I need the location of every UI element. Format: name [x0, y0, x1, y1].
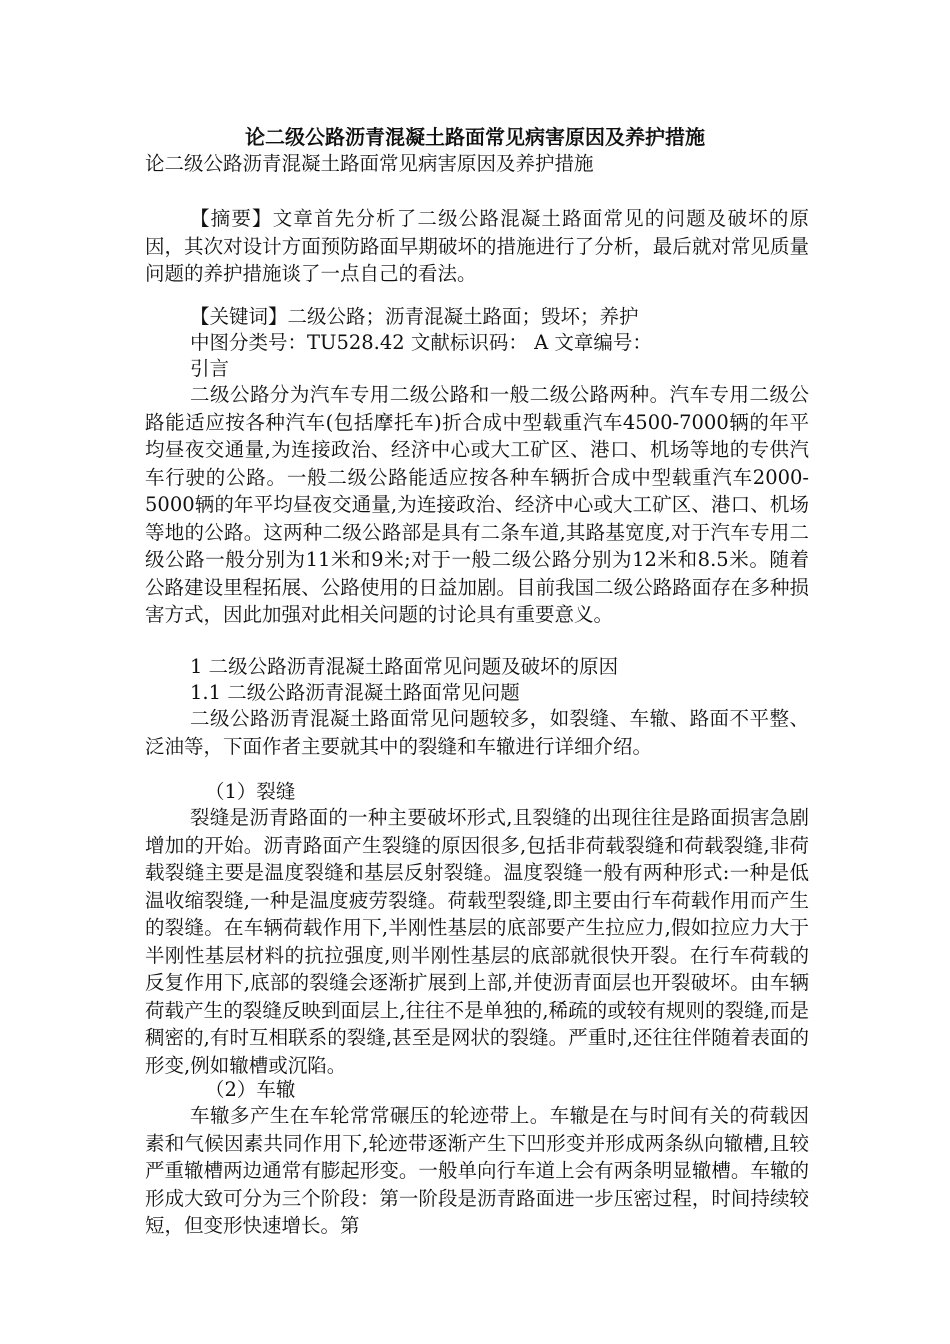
document-title: 论二级公路沥青混凝土路面常见病害原因及养护措施: [245, 125, 705, 149]
classification-line: 中图分类号：TU528.42 文献标识码： A 文章编号：: [190, 331, 652, 354]
intro-heading: 引言: [190, 357, 230, 380]
intro-paragraph: 二级公路分为汽车专用二级公路和一般二级公路两种。汽车专用二级公路能适应按各种汽车(包括摩托车)折合成中型载重汽车4500-7000辆的年平均昼夜交通量,为连接政治、经济中心或大工矿区、港口、机场等地的专供汽车行驶的公路。一般二级公路能适应按各种车辆折合成中型载重汽车2000-5000辆的年平均昼夜交通量,为连接政治、经济中心或大工矿区、港口、机场等地的公路。这两种二级公路部是具有二条车道,其路基宽度,对于汽车专用二级公路一般分别为11米和9米;对于一般二级公路分别为12米和8.5米。随着公路建设里程拓展、公路使用的日益加剧。目前我国二级公路路面存在多种损害方式，因此加强对此相关问题的讨论具有重要意义。: [145, 383, 809, 626]
crack-paragraph: 裂缝是沥青路面的一种主要破坏形式,且裂缝的出现往往是路面损害急剧增加的开始。沥青路面产生裂缝的原因很多,包括非荷载裂缝和荷载裂缝,非荷载裂缝主要是温度裂缝和基层反射裂缝。温度裂缝一般有两种形式:一种是低温收缩裂缝,一种是温度疲劳裂缝。荷载型裂缝,即主要由行车荷载作用而产生的裂缝。在车辆荷载作用下,半刚性基层的底部要产生拉应力,假如拉应力大于半刚性基层材料的抗拉强度,则半刚性基层的底部就很快开裂。在行车荷载的反复作用下,底部的裂缝会逐渐扩展到上部,并使沥青面层也开裂破坏。由车辆荷载产生的裂缝反映到面层上,往往不是单独的,稀疏的或较有规则的裂缝,而是稠密的,有时互相联系的裂缝,甚至是网状的裂缝。严重时,还往往伴随着表面的形变,例如辙槽或沉陷。: [145, 806, 809, 1077]
keywords-line: 【关键词】二级公路；沥青混凝土路面；毁坏；养护: [190, 305, 639, 328]
document-subtitle: 论二级公路沥青混凝土路面常见病害原因及养护措施: [145, 152, 594, 175]
section-1-1-heading: 1.1 二级公路沥青混凝土路面常见问题: [190, 681, 520, 704]
section-1-heading: 1 二级公路沥青混凝土路面常见问题及破坏的原因: [190, 655, 619, 678]
rut-heading: （2）车辙: [205, 1078, 296, 1101]
section-1-1-paragraph: 二级公路沥青混凝土路面常见问题较多，如裂缝、车辙、路面不平整、泛油等，下面作者主要就其中的裂缝和车辙进行详细介绍。: [145, 707, 809, 758]
crack-heading: （1）裂缝: [205, 780, 296, 803]
abstract-paragraph: 【摘要】文章首先分析了二级公路混凝土路面常见的问题及破坏的原因，其次对设计方面预防路面早期破坏的措施进行了分析，最后就对常见质量问题的养护措施谈了一点自己的看法。: [145, 207, 809, 285]
rut-paragraph: 车辙多产生在车轮常常碾压的轮迹带上。车辙是在与时间有关的荷载因素和气候因素共同作用下,轮迹带逐渐产生下凹形变并形成两条纵向辙槽,且较严重辙槽两边通常有膨起形变。一般单向行车道上会有两条明显辙槽。车辙的形成大致可分为三个阶段：第一阶段是沥青路面进一步压密过程，时间持续较短，但变形快速增长。第: [145, 1104, 809, 1237]
